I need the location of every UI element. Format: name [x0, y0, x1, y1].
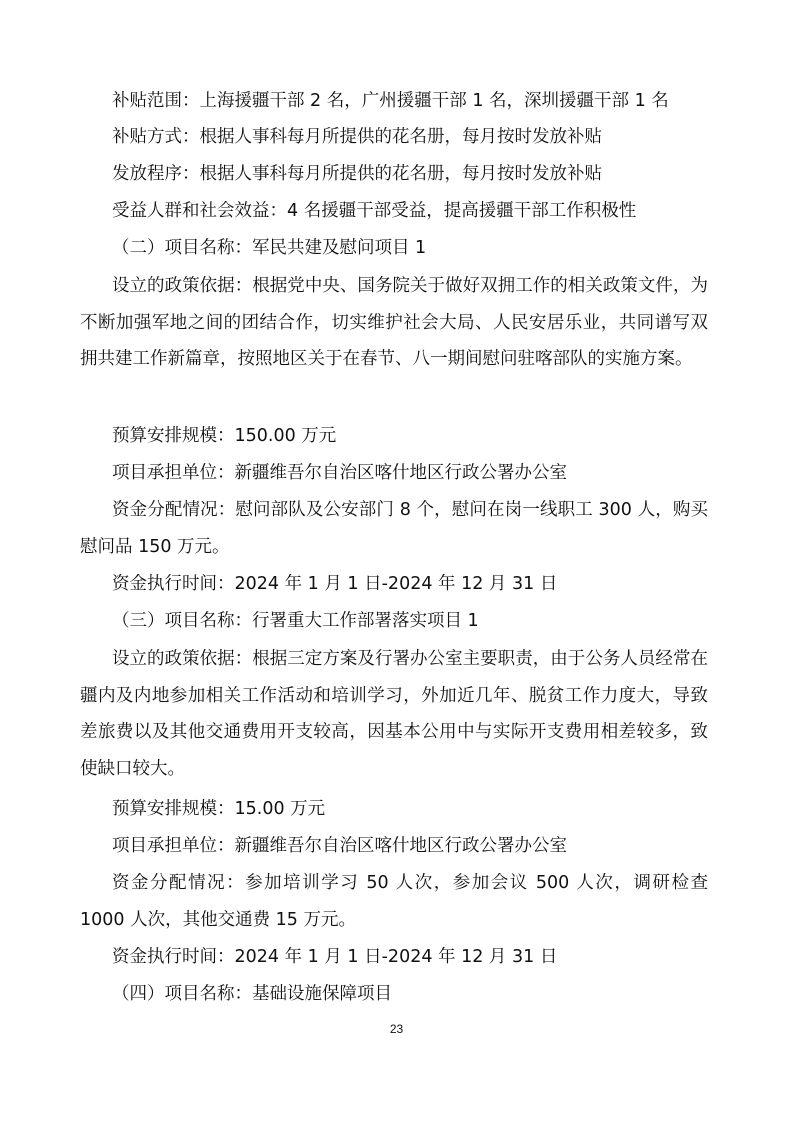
execution-time-paragraph-2: 资金执行时间：2024 年 1 月 1 日-2024 年 12 月 31 日 — [112, 574, 558, 594]
section-heading-4: （四）项目名称：基础设施保障项目 — [112, 984, 392, 1004]
execution-time-paragraph-3: 资金执行时间：2024 年 1 月 1 日-2024 年 12 月 31 日 — [112, 947, 558, 967]
page-number: 23 — [389, 1022, 404, 1036]
subsidy-method-paragraph: 补贴方式：根据人事科每月所提供的花名册，每月按时发放补贴 — [112, 127, 602, 147]
policy-basis-paragraph-2: 设立的政策依据：根据党中央、国务院关于做好双拥工作的相关政策文件，为不断加强军地之间的团结合作，切实维护社会大局、人民安居乐业，共同谱写双拥共建工作新篇章，按照地区关于在春节、八一期间慰问驻喀部队的实施方案。 — [80, 276, 708, 370]
section-heading-2: （二）项目名称：军民共建及慰问项目 1 — [112, 238, 427, 258]
responsible-unit-paragraph-3: 项目承担单位：新疆维吾尔自治区喀什地区行政公署办公室 — [112, 836, 567, 856]
issuance-procedure-paragraph: 发放程序：根据人事科每月所提供的花名册，每月按时发放补贴 — [112, 164, 602, 184]
subsidy-scope-paragraph: 补贴范围：上海援疆干部 2 名，广州援疆干部 1 名，深圳援疆干部 1 名 — [112, 91, 669, 111]
budget-scale-paragraph-3: 预算安排规模：15.00 万元 — [112, 799, 326, 819]
budget-scale-paragraph-2: 预算安排规模：150.00 万元 — [112, 426, 337, 446]
section-heading-3: （三）项目名称：行署重大工作部署落实项目 1 — [112, 611, 479, 631]
fund-allocation-paragraph-3: 资金分配情况：参加培训学习 50 人次，参加会议 500 人次，调研检查 1000 人次，其他交通费 15 万元。 — [80, 873, 708, 930]
responsible-unit-paragraph-2: 项目承担单位：新疆维吾尔自治区喀什地区行政公署办公室 — [112, 463, 567, 483]
beneficiaries-paragraph: 受益人群和社会效益：4 名援疆干部受益，提高援疆干部工作积极性 — [112, 201, 637, 221]
fund-allocation-paragraph-2: 资金分配情况：慰问部队及公安部门 8 个，慰问在岗一线职工 300 人，购买慰问品 150 万元。 — [80, 500, 708, 557]
policy-basis-paragraph-3: 设立的政策依据：根据三定方案及行署办公室主要职责，由于公务人员经常在疆内及内地参加相关工作活动和培训学习，外加近几年、脱贫工作力度大，导致差旅费以及其他交通费用开支较高，因基本公用中与实际开支费用相差较多，致使缺口较大。 — [80, 649, 708, 779]
